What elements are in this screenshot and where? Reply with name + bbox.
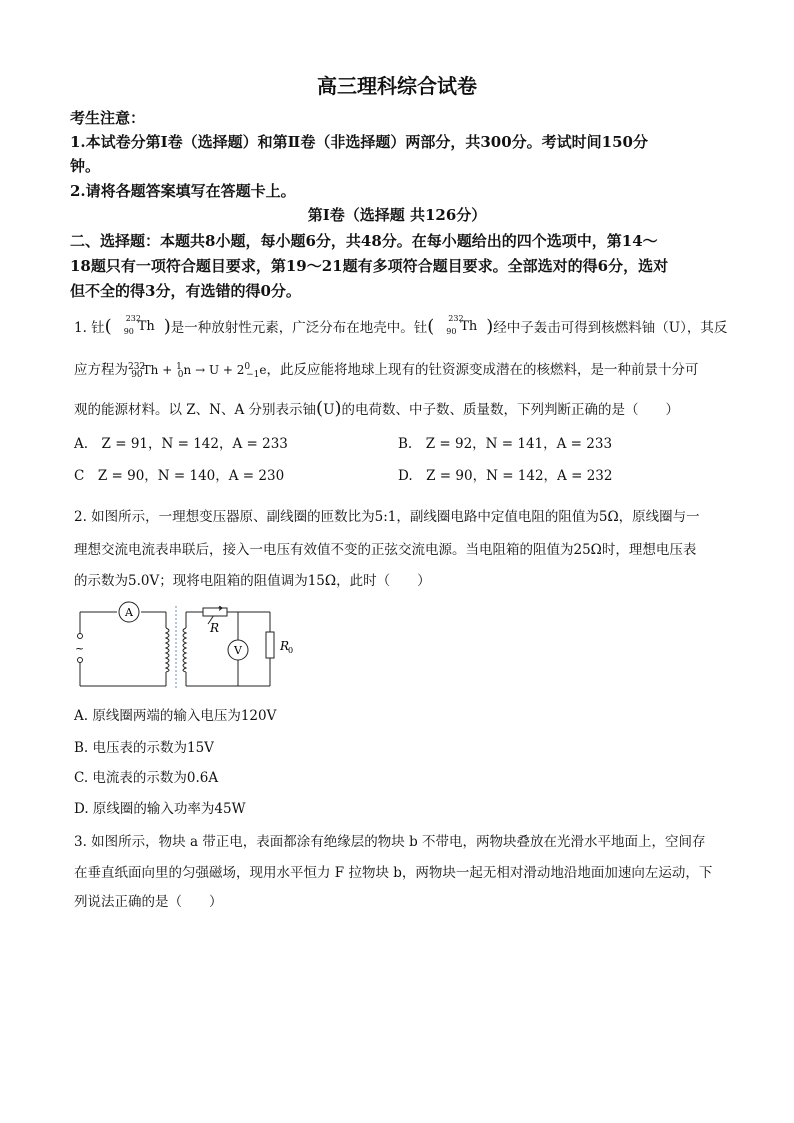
q1-option-b[interactable]: B. Z = 92，N = 141，A = 233: [398, 436, 613, 452]
q1-option-d[interactable]: D. Z = 90，N = 142，A = 232: [398, 468, 613, 484]
section-title: 第Ⅰ卷（选择题 共126分）: [307, 206, 487, 224]
q2-line-2: 理想交流电流表串联后，接入一电压有效值不变的正弦交流电源。当电阻箱的阻值为25Ω时，理想电压表: [74, 542, 697, 558]
q1-text-c: 经中子轰击可得到核燃料铀（U），其反: [493, 320, 728, 336]
instructions-line-2: 18题只有一项符合题目要求，第19～21题有多项符合题目要求。全部选对的得6分，选对: [70, 257, 669, 275]
q1-text-a: 1. 钍: [74, 320, 105, 336]
svg-text:V: V: [234, 644, 242, 657]
q3-line-1: 3. 如图所示，物块 a 带正电，表面都涂有绝缘层的物块 b 不带电，两物块叠放在光滑水平地面上，空间存: [74, 834, 706, 850]
u-symbol: U: [323, 402, 335, 418]
q2-option-b[interactable]: B. 电压表的示数为15V: [74, 740, 214, 756]
q1-line-3: 观的能源材料。以 Z、N、A 分别表示铀(U)的电荷数、中子数、质量数，下列判断正确的是（ ）: [74, 398, 679, 419]
transformer-circuit-diagram: [70, 600, 310, 690]
svg-text:R: R: [280, 639, 290, 653]
notice-line-1-cont: 钟。: [70, 157, 101, 175]
q1-text-e: ，此反应能将地球上现有的钍资源变成潜在的核燃料，是一种前景十分可: [266, 362, 699, 378]
reaction-equation: $^{232}_{90}Th + ^1_0n \to U + 2^0_{-1}e$: [128, 362, 267, 381]
q1-text-b: 是一种放射性元素，广泛分布在地壳中。钍: [170, 320, 428, 336]
r0-resistor: [266, 632, 274, 658]
notice-line-1: 1.本试卷分第Ⅰ卷（选择题）和第Ⅱ卷（非选择题）两部分，共300分。考试时间150分: [70, 133, 648, 151]
q2-option-c[interactable]: C. 电流表的示数为0.6A: [74, 770, 219, 786]
instructions-line-3: 但不全的得3分，有选错的得0分。: [70, 282, 301, 300]
resistor-box: [203, 608, 227, 616]
q3-line-2: 在垂直纸面向里的匀强磁场，现用水平恒力 F 拉物块 b，两物块一起无相对滑动地沿地面加速向左运动，下: [74, 865, 713, 881]
th-nuclide: 232 90 Th: [123, 314, 155, 336]
ac-source-label: ~: [75, 642, 85, 655]
q1-line-2: [74, 358, 699, 380]
q1-option-a[interactable]: A. Z = 91，N = 142，A = 233: [74, 436, 288, 452]
q1-text-g: 的电荷数、中子数、质量数，下列判断正确的是（ ）: [341, 402, 679, 418]
page-title: 高三理科综合试卷: [317, 74, 477, 98]
svg-text:R: R: [210, 621, 220, 635]
q1-option-c[interactable]: C Z = 90，N = 140，A = 230: [74, 468, 285, 484]
notice-heading: 考生注意：: [70, 109, 146, 127]
q1-line-1: 1. 钍( 232 90 Th )是一种放射性元素，广泛分布在地壳中。钍( 232 90 Th )经中子轰击可得到核燃料铀（U），其反: [74, 314, 728, 337]
q1-text-f: 观的能源材料。以 Z、N、A 分别表示铀: [74, 402, 317, 418]
svg-text:A: A: [125, 606, 133, 619]
q2-option-d[interactable]: D. 原线圈的输入功率为45W: [74, 801, 246, 817]
q3-line-3: 列说法正确的是（ ）: [74, 894, 223, 910]
q1-text-d: 应方程为: [74, 362, 128, 378]
q2-option-a[interactable]: A. 原线圈两端的输入电压为120V: [74, 708, 277, 724]
q2-line-3: 的示数为5.0V；现将电阻箱的阻值调为15Ω，此时（ ）: [74, 573, 431, 589]
q2-line-1: 2. 如图所示，一理想变压器原、副线圈的匝数比为5:1，副线圈电路中定值电阻的阻值为5Ω，原线圈与一: [74, 509, 700, 525]
svg-text:0: 0: [288, 646, 294, 655]
th-nuclide-2: 232 90 Th: [446, 314, 478, 336]
instructions-line-1: 二、选择题：本题共8小题，每小题6分，共48分。在每小题给出的四个选项中，第14～: [70, 232, 658, 250]
notice-line-2: 2.请将各题答案填写在答题卡上。: [70, 182, 296, 200]
